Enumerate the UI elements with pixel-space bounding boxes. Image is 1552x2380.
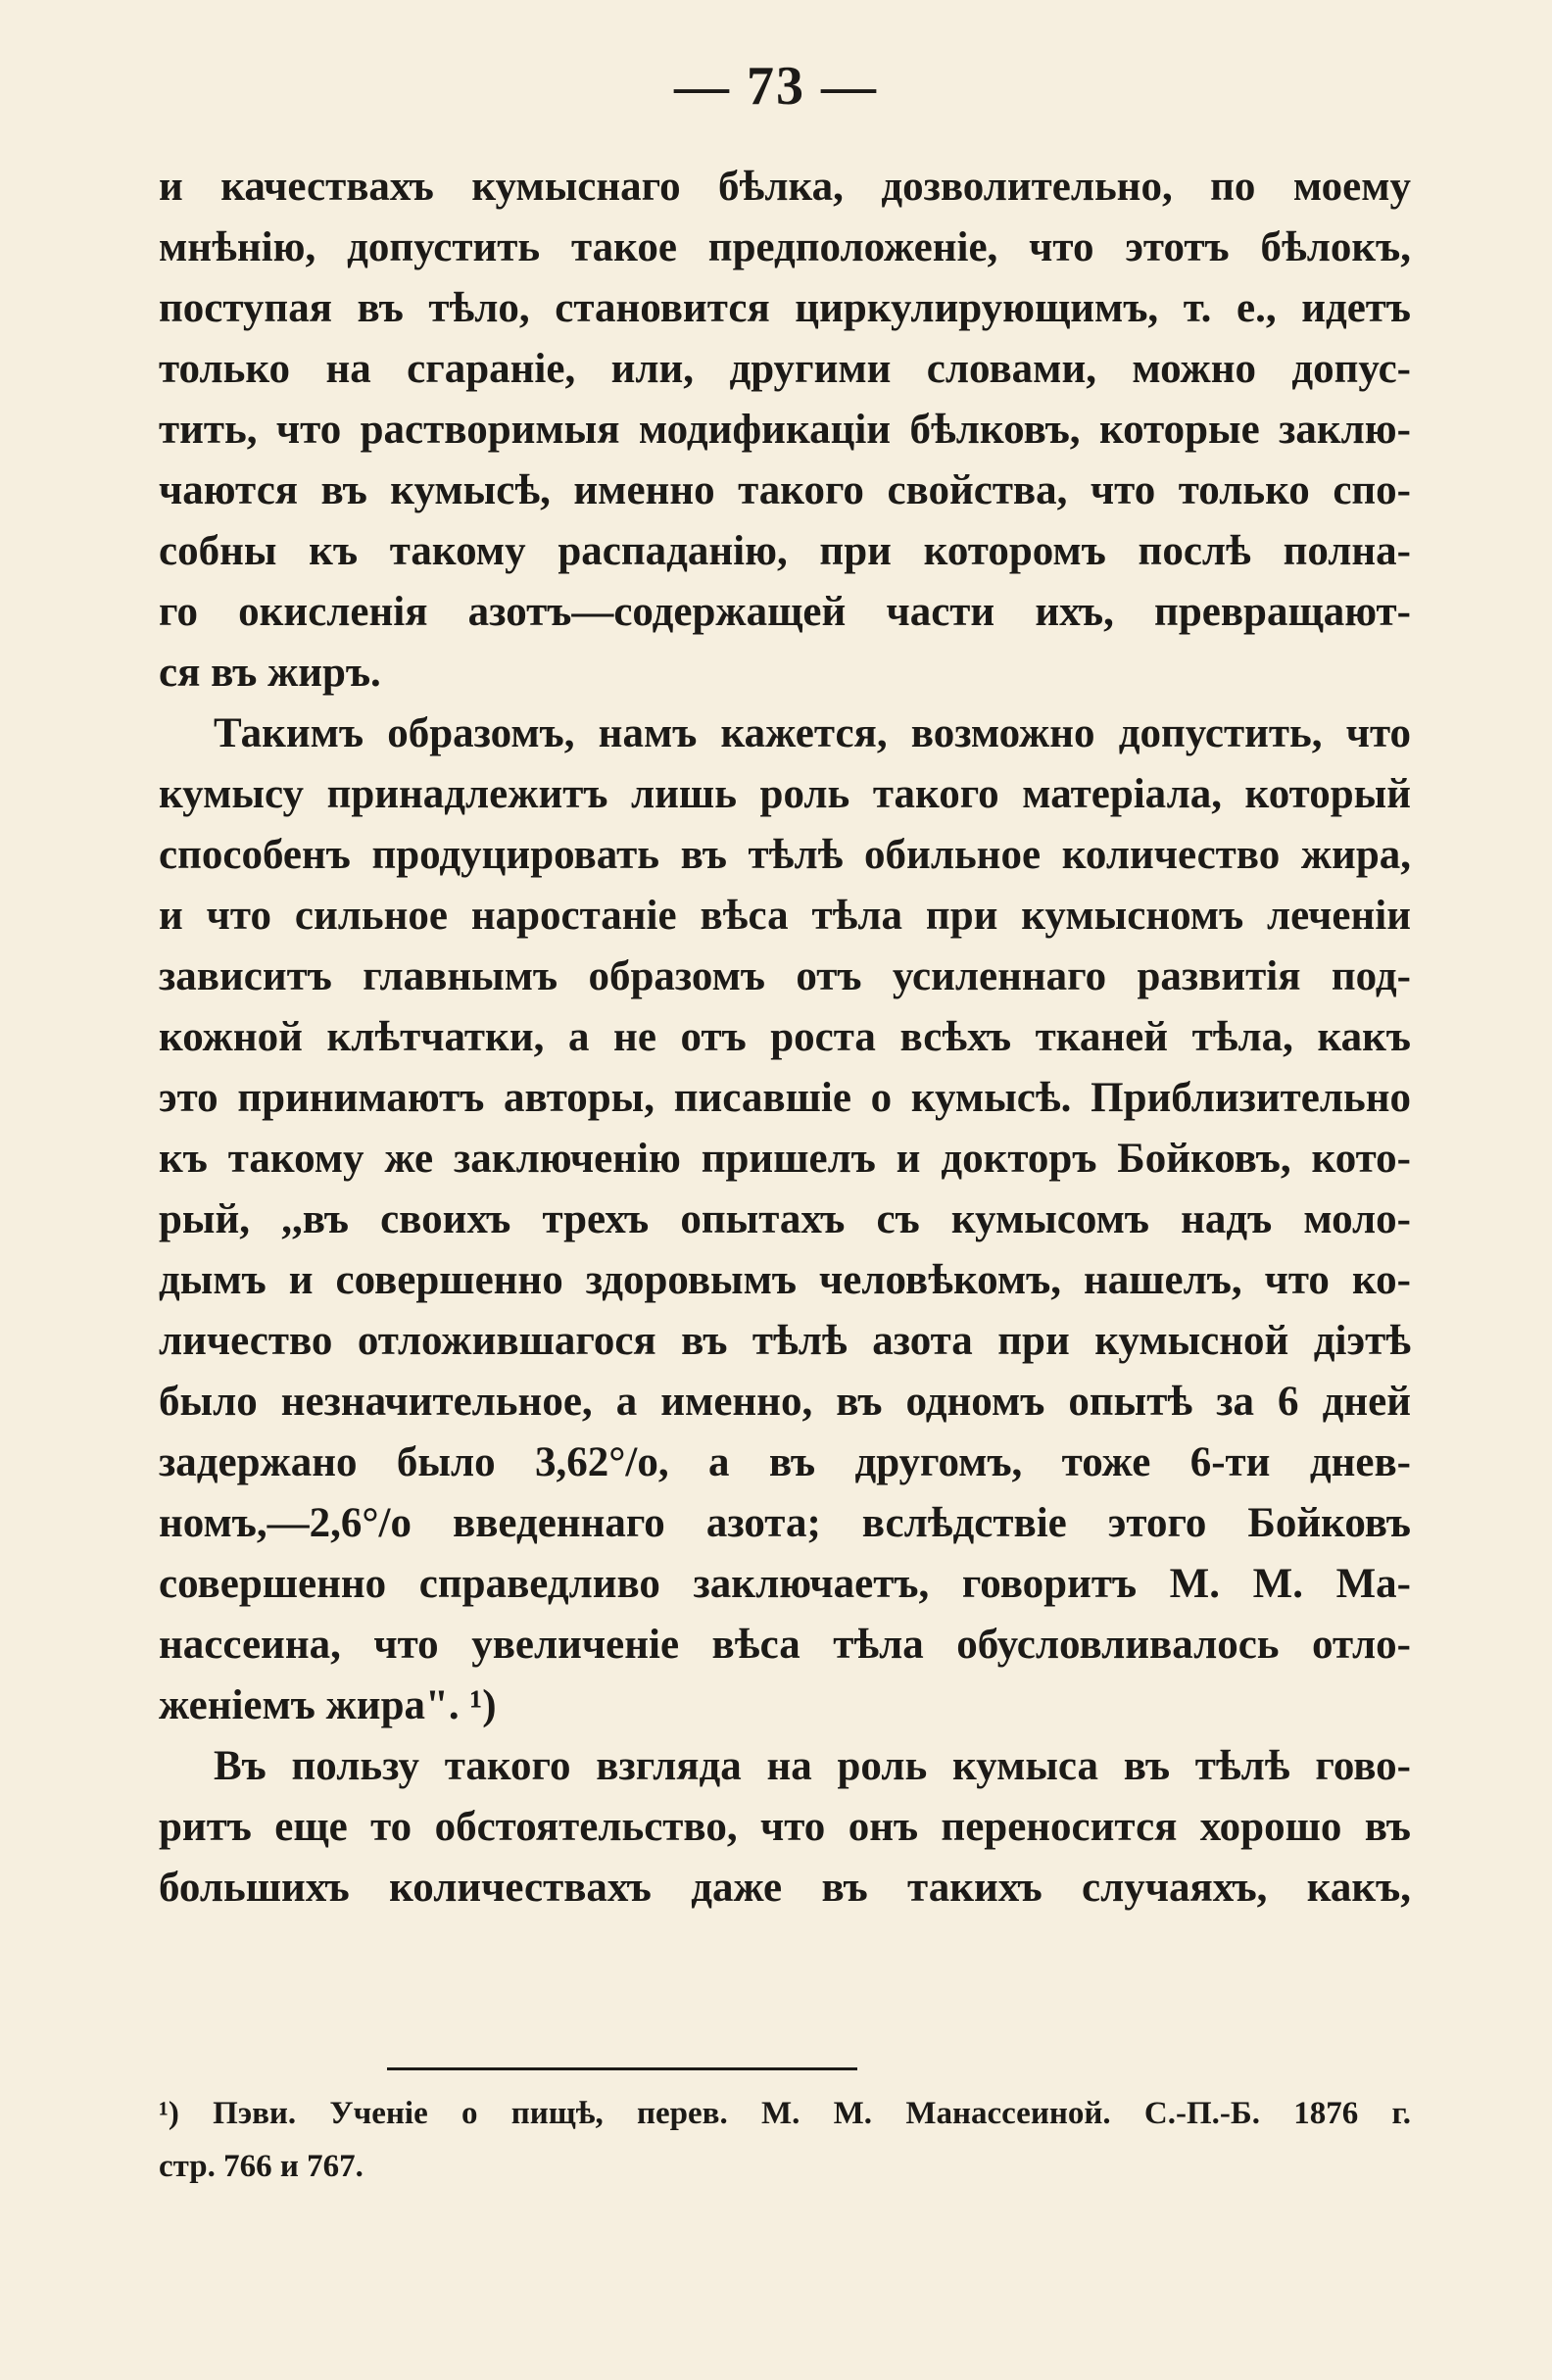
footnote-divider (387, 2067, 857, 2070)
footnote (159, 2087, 1411, 2193)
text-line: номъ,—2,6°/o введеннаго азота; вслѣдствіе этого Бойковъ (159, 1500, 1411, 1546)
text-line: это принимаютъ авторы, писавшіе о кумысѣ. Приблизительно (159, 1075, 1411, 1121)
text-line: мнѣнію, допустить такое предположеніе, что этотъ бѣлокъ, (159, 224, 1411, 270)
text-line: личество отложившагося въ тѣлѣ азота при кумысной діэтѣ (159, 1318, 1411, 1364)
text-line: способенъ продуцировать въ тѣлѣ обильное количество жира, (159, 832, 1411, 878)
text-line: женіемъ жира". ¹) (159, 1682, 497, 1728)
text-line: къ такому же заключенію пришелъ и докторъ Бойковъ, кото- (159, 1136, 1411, 1182)
text-line: было незначительное, а именно, въ одномъ опытѣ за 6 дней (159, 1379, 1411, 1425)
text-line: большихъ количествахъ даже въ такихъ случаяхъ, какъ, (159, 1865, 1411, 1911)
page-number: — 73 — (674, 56, 878, 117)
text-line: нассеина, что увеличеніе вѣса тѣла обусловливалось отло- (159, 1622, 1411, 1668)
text-line: задержано было 3,62°/o, а въ другомъ, тоже 6-ти днев- (159, 1439, 1411, 1485)
text-line: и качествахъ кумыснаго бѣлка, дозволительно, по моему (159, 164, 1411, 210)
footnote-line: стр. 766 и 767. (159, 2149, 364, 2184)
text-line: дымъ и совершенно здоровымъ человѣкомъ, нашелъ, что ко- (159, 1257, 1411, 1303)
text-line: ритъ еще то обстоятельство, что онъ переносится хорошо въ (159, 1804, 1411, 1850)
text-line: кожной клѣтчатки, а не отъ роста всѣхъ тканей тѣла, какъ (159, 1014, 1411, 1060)
text-line: и что сильное наростаніе вѣса тѣла при кумысномъ леченіи (159, 893, 1411, 939)
text-line: ся въ жиръ. (159, 650, 381, 696)
text-line: собны къ такому распаданію, при которомъ послѣ полна- (159, 528, 1411, 574)
text-line: только на сгараніе, или, другими словами, можно допус- (159, 346, 1411, 392)
text-line: поступая въ тѣло, становится циркулирующимъ, т. е., идетъ (159, 285, 1411, 331)
paragraph-start-line: Въ пользу такого взгляда на роль кумыса въ тѣлѣ гово- (214, 1743, 1411, 1789)
text-line: тить, что растворимыя модификаціи бѣлковъ, которые заклю- (159, 407, 1411, 453)
main-text (159, 157, 1411, 1919)
paragraph-start-line: Такимъ образомъ, намъ кажется, возможно допустить, что (214, 710, 1411, 756)
text-line: чаются въ кумысѣ, именно такого свойства, что только спо- (159, 467, 1411, 513)
text-line: совершенно справедливо заключаетъ, говоритъ М. М. Ма- (159, 1561, 1411, 1607)
text-line: го окисленія азотъ—содержащей части ихъ, превращают- (159, 589, 1411, 635)
footnote-line: ¹) Пэви. Ученіе о пищѣ, перев. М. М. Манассеиной. С.-П.-Б. 1876 г. (159, 2096, 1411, 2131)
text-line: рый, ,,въ своихъ трехъ опытахъ съ кумысомъ надъ моло- (159, 1196, 1411, 1242)
text-line: зависитъ главнымъ образомъ отъ усиленнаго развитія под- (159, 953, 1411, 999)
text-line: кумысу принадлежитъ лишь роль такого матеріала, который (159, 771, 1411, 817)
